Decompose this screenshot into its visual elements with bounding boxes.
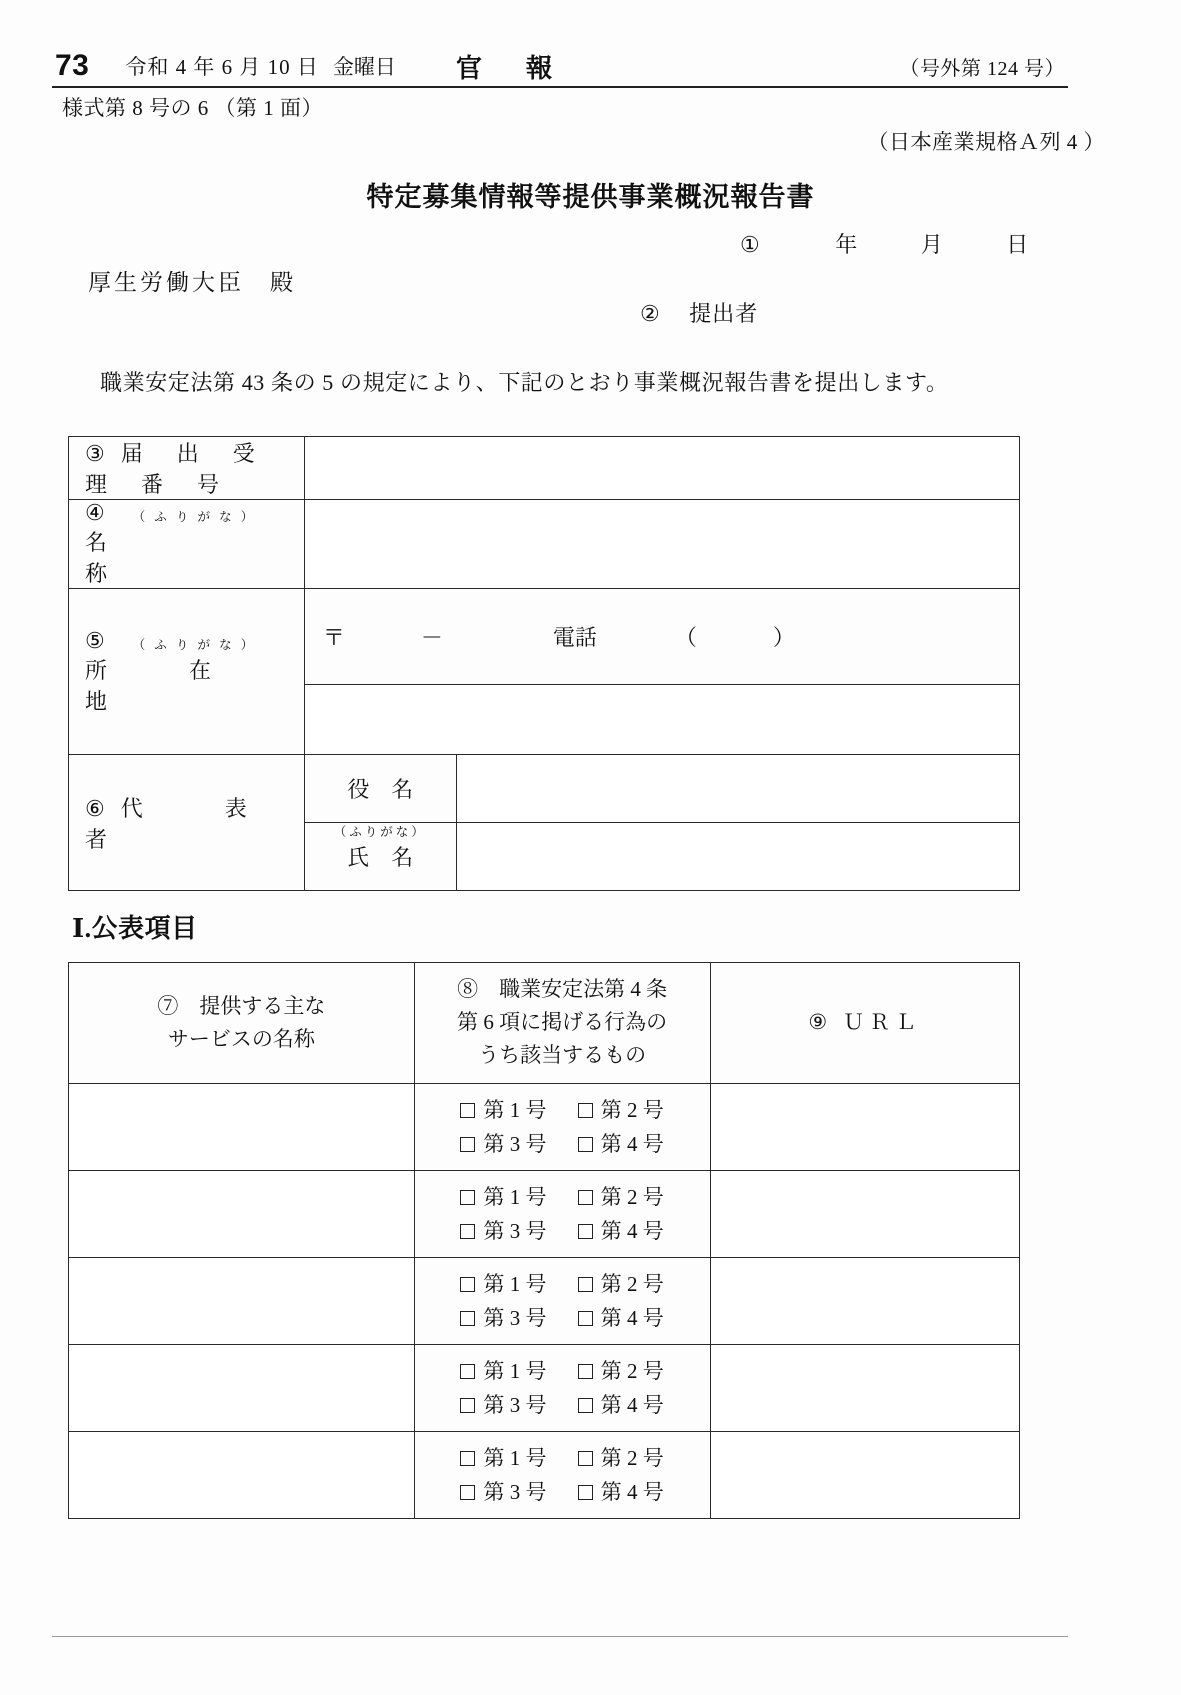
checkbox-item-go3[interactable] <box>460 1475 546 1509</box>
table-row <box>69 1083 1020 1170</box>
postal-dash: － <box>420 625 443 650</box>
label-address <box>69 589 305 755</box>
checkbox-item-go1[interactable] <box>460 1093 546 1127</box>
checkbox-icon[interactable] <box>460 1311 475 1326</box>
checkbox-row-upper <box>419 1180 706 1214</box>
checkbox-icon[interactable] <box>578 1311 593 1326</box>
name-label: 名 称 <box>85 530 270 586</box>
checkbox-item-go3[interactable] <box>460 1301 546 1335</box>
table-row <box>69 1344 1020 1431</box>
field-url[interactable] <box>710 1431 1020 1518</box>
field-service-name[interactable] <box>69 1257 415 1344</box>
checkbox-label: 第 2 号 <box>600 1271 664 1296</box>
checkbox-label: 第 3 号 <box>483 1392 547 1417</box>
representative-label: 代 表 者 <box>85 795 329 852</box>
table-row-representative-title <box>69 755 1020 823</box>
checkbox-icon[interactable] <box>578 1451 593 1466</box>
furigana-representative-name: （ふりがな） <box>333 825 427 839</box>
checkbox-icon[interactable] <box>578 1485 593 1500</box>
checkbox-label: 第 4 号 <box>600 1479 664 1504</box>
table-row <box>69 1431 1020 1518</box>
checkbox-item-go2[interactable] <box>578 1354 664 1388</box>
checkbox-row-lower <box>419 1475 706 1509</box>
table-row-name <box>69 500 1020 589</box>
field-applicable-acts[interactable] <box>414 1170 710 1257</box>
field-address-postal-tel[interactable] <box>304 589 1019 685</box>
checkbox-icon[interactable] <box>578 1224 593 1239</box>
field-applicable-acts[interactable] <box>414 1344 710 1431</box>
tel-label: 電話 <box>552 625 597 650</box>
checkbox-icon[interactable] <box>578 1364 593 1379</box>
checkbox-label: 第 2 号 <box>600 1097 664 1122</box>
paper-size-note: （日本産業規格Ａ列 4 ） <box>867 130 1105 154</box>
label-representative <box>69 755 329 891</box>
submitter-marker: ② <box>640 301 661 326</box>
tel-paren-open: （ <box>674 625 697 650</box>
lead-sentence: 職業安定法第 43 条の 5 の規定により、下記のとおり事業概況報告書を提出します。 <box>100 370 949 395</box>
issue-number: （号外第 124 号） <box>899 57 1065 80</box>
checkbox-item-go1[interactable] <box>460 1267 546 1301</box>
marker-4: ④ <box>85 500 105 525</box>
field-url[interactable] <box>710 1170 1020 1257</box>
checkbox-item-go3[interactable] <box>460 1388 546 1422</box>
header-rule <box>52 86 1068 88</box>
checkbox-row-upper <box>419 1267 706 1301</box>
checkbox-item-go4[interactable] <box>578 1214 664 1248</box>
label-representative-title: 役 名 <box>304 755 456 823</box>
checkbox-row-upper <box>419 1441 706 1475</box>
checkbox-item-go2[interactable] <box>578 1093 664 1127</box>
checkbox-label: 第 1 号 <box>483 1358 547 1383</box>
checkbox-label: 第 4 号 <box>600 1131 664 1156</box>
table-row-address-postal <box>69 589 1020 685</box>
checkbox-row-upper <box>419 1093 706 1127</box>
checkbox-item-go4[interactable] <box>578 1127 664 1161</box>
postal-symbol: 〒 <box>322 625 345 650</box>
checkbox-label: 第 2 号 <box>600 1445 664 1470</box>
disclosure-items-table <box>68 962 1020 1519</box>
checkbox-item-go3[interactable] <box>460 1214 546 1248</box>
field-service-name[interactable] <box>69 1344 415 1431</box>
submitter-label: 提出者 <box>689 301 759 326</box>
field-service-name[interactable] <box>69 1170 415 1257</box>
header-applicable-acts <box>414 963 710 1084</box>
field-representative-title[interactable] <box>456 755 1019 823</box>
field-url[interactable] <box>710 1344 1020 1431</box>
checkbox-row-lower <box>419 1214 706 1248</box>
document-title: 特定募集情報等提供事業概況報告書 <box>366 182 815 212</box>
checkbox-row-lower <box>419 1388 706 1422</box>
checkbox-label: 第 1 号 <box>483 1097 547 1122</box>
date-year-label: 年 <box>835 232 858 257</box>
header-url <box>710 963 1020 1084</box>
marker-9: ⑨ <box>808 1010 828 1035</box>
representative-name-label: 氏 名 <box>347 845 414 870</box>
checkbox-item-go1[interactable] <box>460 1441 546 1475</box>
header-applicable-acts-line2: 第 6 項に掲げる行為の <box>457 1010 668 1035</box>
checkbox-icon[interactable] <box>578 1277 593 1292</box>
field-applicable-acts[interactable] <box>414 1257 710 1344</box>
publication-date: 令和 4 年 6 月 10 日 <box>125 55 319 79</box>
header-service-name-line1: ⑦ 提供する主な <box>157 993 326 1018</box>
checkbox-label: 第 3 号 <box>483 1131 547 1156</box>
checkbox-item-go1[interactable] <box>460 1180 546 1214</box>
checkbox-row-upper <box>419 1354 706 1388</box>
label-representative-name <box>304 823 456 891</box>
addressee: 厚生労働大臣 殿 <box>88 270 296 295</box>
checkbox-icon[interactable] <box>460 1277 475 1292</box>
date-marker: ① <box>740 232 760 257</box>
date-month-label: 月 <box>920 232 943 257</box>
tel-paren-close: ） <box>772 625 795 650</box>
table-row-receipt-number <box>69 437 1020 500</box>
checkbox-item-go4[interactable] <box>578 1475 664 1509</box>
checkbox-label: 第 1 号 <box>483 1184 547 1209</box>
checkbox-item-go1[interactable] <box>460 1354 546 1388</box>
submission-date-line <box>740 228 1028 259</box>
checkbox-row-lower <box>419 1301 706 1335</box>
header-url-label: ＵＲＬ <box>843 1010 922 1035</box>
checkbox-icon[interactable] <box>578 1398 593 1413</box>
checkbox-label: 第 4 号 <box>600 1305 664 1330</box>
marker-5: ⑤ <box>85 627 105 653</box>
page-number: 73 <box>55 49 90 82</box>
checkbox-icon[interactable] <box>578 1190 593 1205</box>
header-service-name <box>69 963 415 1084</box>
form-number: 様式第 8 号の 6 （第 1 面） <box>62 96 323 120</box>
furigana-address: （ ふ り が な ） <box>132 637 257 652</box>
address-label: 所 在 地 <box>85 657 294 714</box>
checkbox-icon[interactable] <box>460 1224 475 1239</box>
header-applicable-acts-line3: うち該当するもの <box>478 1043 647 1068</box>
field-name[interactable] <box>304 500 1019 589</box>
checkbox-icon[interactable] <box>460 1103 475 1118</box>
checkbox-item-go2[interactable] <box>578 1441 664 1475</box>
submitter-line <box>640 297 758 328</box>
footer-rule <box>52 1636 1068 1637</box>
checkbox-icon[interactable] <box>460 1364 475 1379</box>
furigana-name: （ ふ り が な ） <box>132 510 257 524</box>
checkbox-item-go3[interactable] <box>460 1127 546 1161</box>
field-service-name[interactable] <box>69 1431 415 1518</box>
checkbox-icon[interactable] <box>460 1137 475 1152</box>
receipt-number-label: 届出受理番号 <box>85 441 289 497</box>
checkbox-label: 第 3 号 <box>483 1305 547 1330</box>
checkbox-icon[interactable] <box>460 1398 475 1413</box>
field-receipt-number[interactable] <box>304 437 1019 500</box>
field-url[interactable] <box>710 1083 1020 1170</box>
checkbox-label: 第 4 号 <box>600 1392 664 1417</box>
header-service-name-line2: サービスの名称 <box>167 1026 315 1051</box>
field-applicable-acts[interactable] <box>414 1083 710 1170</box>
checkbox-item-go4[interactable] <box>578 1301 664 1335</box>
publication-weekday: 金曜日 <box>332 55 396 79</box>
field-address-detail[interactable] <box>304 685 1019 755</box>
checkbox-label: 第 3 号 <box>483 1479 547 1504</box>
field-url[interactable] <box>710 1257 1020 1344</box>
publication-name: 官報 <box>455 53 596 83</box>
label-name <box>69 500 305 589</box>
table-row <box>69 1170 1020 1257</box>
table-header-row <box>69 963 1020 1084</box>
marker-6: ⑥ <box>85 795 105 821</box>
marker-3: ③ <box>85 441 105 466</box>
checkbox-item-go2[interactable] <box>578 1180 664 1214</box>
checkbox-icon[interactable] <box>578 1103 593 1118</box>
checkbox-label: 第 1 号 <box>483 1445 547 1470</box>
field-service-name[interactable] <box>69 1083 415 1170</box>
checkbox-label: 第 3 号 <box>483 1218 547 1243</box>
checkbox-item-go2[interactable] <box>578 1267 664 1301</box>
checkbox-icon[interactable] <box>460 1190 475 1205</box>
header-applicable-acts-line1: ⑧ 職業安定法第 4 条 <box>457 977 668 1001</box>
checkbox-item-go4[interactable] <box>578 1388 664 1422</box>
checkbox-label: 第 4 号 <box>600 1218 664 1243</box>
checkbox-label: 第 1 号 <box>483 1271 547 1296</box>
checkbox-icon[interactable] <box>578 1137 593 1152</box>
section-heading-disclosure: Ⅰ.公表項目 <box>72 914 198 943</box>
running-head <box>55 44 1065 88</box>
checkbox-label: 第 2 号 <box>600 1358 664 1383</box>
table-row <box>69 1257 1020 1344</box>
checkbox-icon[interactable] <box>460 1485 475 1500</box>
checkbox-icon[interactable] <box>460 1451 475 1466</box>
date-day-label: 日 <box>1006 232 1029 257</box>
field-representative-name[interactable] <box>456 823 1019 891</box>
checkbox-row-lower <box>419 1127 706 1161</box>
field-applicable-acts[interactable] <box>414 1431 710 1518</box>
checkbox-label: 第 2 号 <box>600 1184 664 1209</box>
applicant-info-table <box>68 436 1020 891</box>
label-receipt-number <box>69 437 305 500</box>
